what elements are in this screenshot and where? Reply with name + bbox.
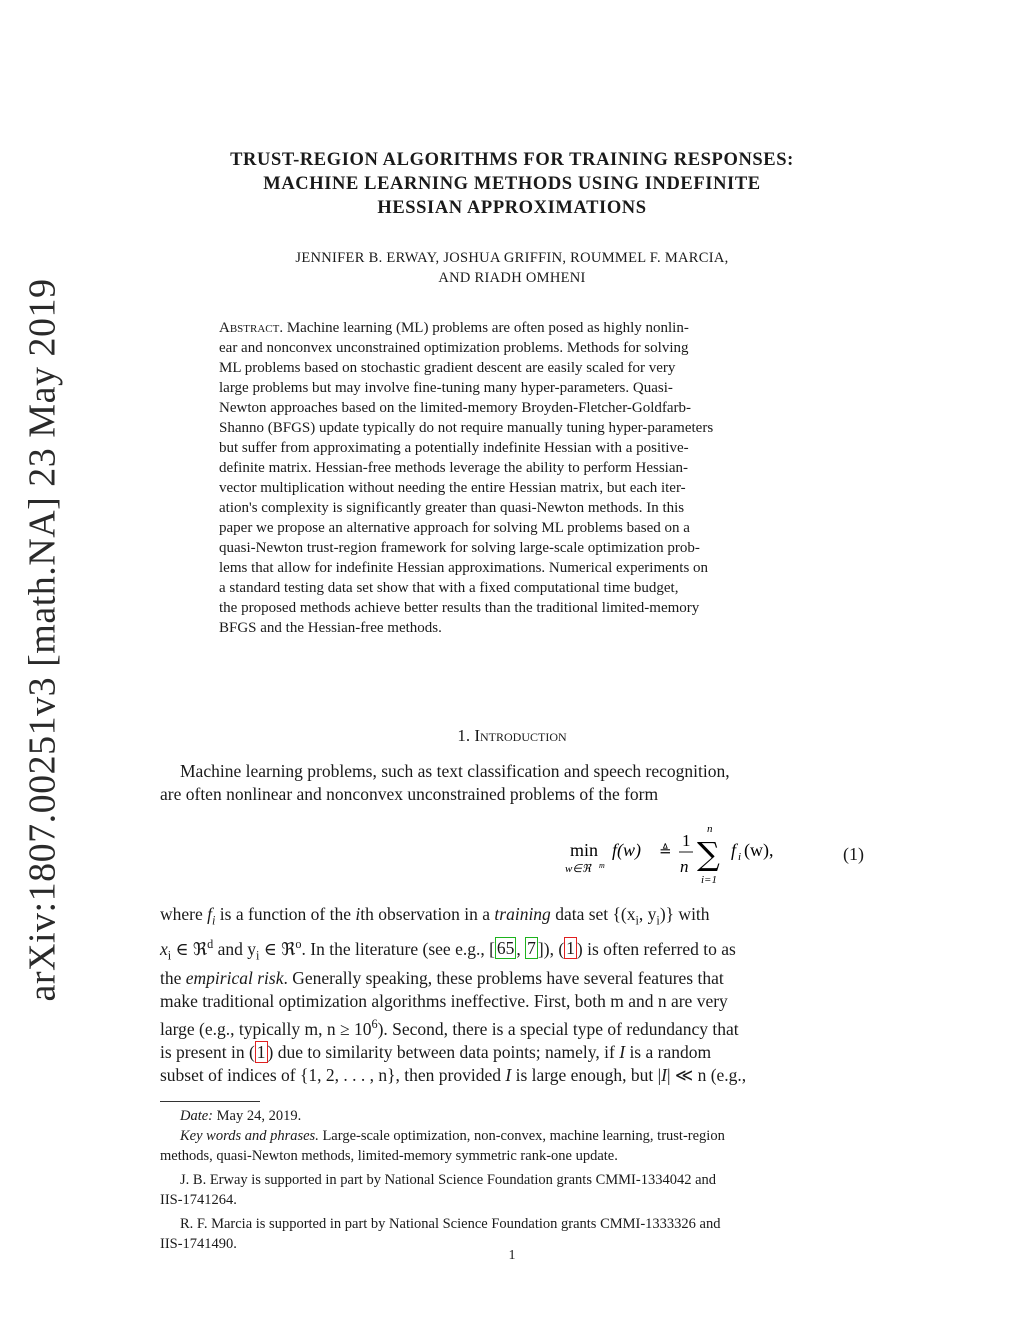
section-number: 1.	[457, 726, 471, 745]
abstract	[219, 318, 805, 638]
title-line: TRUST-REGION ALGORITHMS FOR TRAINING RESPONSES:	[230, 150, 794, 170]
eq-min-sub-sup: m	[599, 861, 605, 870]
citation-link[interactable]: 7	[527, 938, 536, 959]
footnote-marcia-cont: IIS-1741490.	[160, 1236, 237, 1252]
eq-sum: ∑	[697, 835, 720, 873]
intro-paragraph	[160, 760, 864, 806]
abstract-line: ation's complexity is significantly greater than quasi-Newton methods. In this	[219, 500, 685, 516]
eq-min-sub: w∈ℜ	[565, 863, 591, 875]
title-line: HESSIAN APPROXIMATIONS	[377, 198, 647, 218]
eq-frac-den: n	[680, 857, 689, 876]
abstract-line: the proposed methods achieve better results than the traditional limited-memory	[219, 600, 700, 616]
footnote-erway: J. B. Erway is supported in part by National Science Foundation grants CMMI-1334042 and	[180, 1172, 717, 1188]
abstract-line: paper we propose an alternative approach for solving ML problems based on a	[219, 520, 690, 536]
eq-term: f	[731, 840, 737, 860]
body-line: subset of indices of {1, 2, . . . , n}, then provided I is large enough, but |I| ≪ n (e.g.,	[160, 1064, 747, 1085]
abstract-line: BFGS and the Hessian-free methods.	[219, 620, 442, 636]
equation-ref-link[interactable]: 1	[256, 1041, 266, 1062]
abstract-line: large problems but may involve fine-tuning many hyper-parameters. Quasi-	[219, 380, 673, 396]
footnote-date: Date: May 24, 2019.	[180, 1108, 302, 1124]
footnote-keywords: Key words and phrases. Large-scale optimization, non-convex, machine learning, trust-region	[180, 1128, 725, 1144]
eq-sum-bottom: i=1	[701, 874, 717, 886]
abstract-line: Newton approaches based on the limited-memory Broyden-Fletcher-Goldfarb-	[219, 400, 692, 416]
body-line: is present in ( 1 ) due to similarity between data points; namely, if I is a random	[160, 1041, 712, 1062]
eq-sum-top: n	[707, 823, 713, 835]
body-line: large (e.g., typically m, $n \ge 10^6$). Second, there is a special type of redundancy that	[160, 1016, 739, 1039]
abstract-line: lems that allow for indefinite Hessian approximations. Numerical experiments on	[219, 560, 709, 576]
footnote-rule	[160, 1101, 260, 1102]
page-number: 1	[508, 1248, 516, 1263]
body-paragraph	[160, 903, 864, 1087]
abstract-line: ear and nonconvex unconstrained optimization problems. Methods for solving	[219, 340, 689, 356]
eq-min: min	[570, 840, 599, 860]
equation-ref-link[interactable]: 1	[566, 938, 575, 959]
eq-lhs: f(w)	[612, 840, 641, 860]
body-line: make traditional optimization algorithms ineffective. First, both m and n are very	[160, 990, 728, 1011]
abstract-line: but suffer from approximating a potentially indefinite Hessian with a positive-	[219, 440, 689, 456]
abstract-line	[219, 318, 805, 338]
abstract-text: Machine learning (ML) problems are often posed as highly nonlin-	[286, 320, 689, 336]
footnote-keywords-cont: methods, quasi-Newton methods, limited-memory symmetric rank-one update.	[160, 1148, 618, 1164]
body-line: the empirical risk. Generally speaking, these problems have several features that	[160, 967, 724, 988]
intro-line: are often nonlinear and nonconvex unconstrained problems of the form	[160, 784, 659, 804]
eq-defeq: ≜	[659, 842, 672, 860]
equation-1	[160, 820, 864, 890]
abstract-heading: Abstract.	[219, 320, 284, 336]
section-heading	[160, 726, 864, 746]
paper-title	[160, 148, 864, 220]
intro-line: Machine learning problems, such as text classification and speech recognition,	[180, 761, 730, 781]
abstract-line: Shanno (BFGS) update typically do not require manually tuning hyper-parameters	[219, 420, 714, 436]
author-line: AND RIADH OMHENI	[438, 270, 586, 286]
section-title: Introduction	[474, 726, 567, 745]
citation-link[interactable]: 65	[496, 938, 515, 959]
eq-term-arg: (w),	[744, 840, 774, 860]
footnotes	[160, 1106, 864, 1254]
abstract-line: quasi-Newton trust-region framework for solving large-scale optimization prob-	[219, 540, 700, 556]
abstract-line: vector multiplication without needing the entire Hessian matrix, but each iter-	[219, 480, 686, 496]
abstract-line: a standard testing data set show that with a fixed computational time budget,	[219, 580, 679, 596]
footnote-marcia: R. F. Marcia is supported in part by National Science Foundation grants CMMI-1333326 and	[180, 1216, 721, 1232]
arxiv-id-text: arXiv:1807.00251v3 [math.NA] 23 May 2019	[21, 278, 64, 1002]
equation-number: (1)	[843, 844, 864, 864]
author-line: JENNIFER B. ERWAY, JOSHUA GRIFFIN, ROUMMEL F. MARCIA,	[295, 250, 729, 266]
footnote-erway-cont: IIS-1741264.	[160, 1192, 237, 1208]
title-line: MACHINE LEARNING METHODS USING INDEFINITE	[263, 174, 761, 194]
eq-term-sub: i	[738, 851, 742, 863]
author-list	[160, 248, 864, 288]
body-line: where $f_i$ is a function of the ith observation in a training data set {($x_i$, $y_i$)} with	[160, 904, 710, 928]
abstract-line: ML problems based on stochastic gradient descent are easily scaled for very	[219, 360, 676, 376]
eq-frac-num: 1	[682, 831, 691, 850]
arxiv-side-identifier	[21, 278, 64, 1002]
abstract-line: definite matrix. Hessian-free methods leverage the ability to perform Hessian-	[219, 460, 688, 476]
equation-svg	[565, 820, 805, 890]
body-line: $x_i$ ∈ ℜ$^d$ and $y_i$ ∈ ℜ$^o$. In the literature (see e.g., [ 65 , 7 ]), ( 1 ) is often referred to as	[160, 936, 736, 962]
